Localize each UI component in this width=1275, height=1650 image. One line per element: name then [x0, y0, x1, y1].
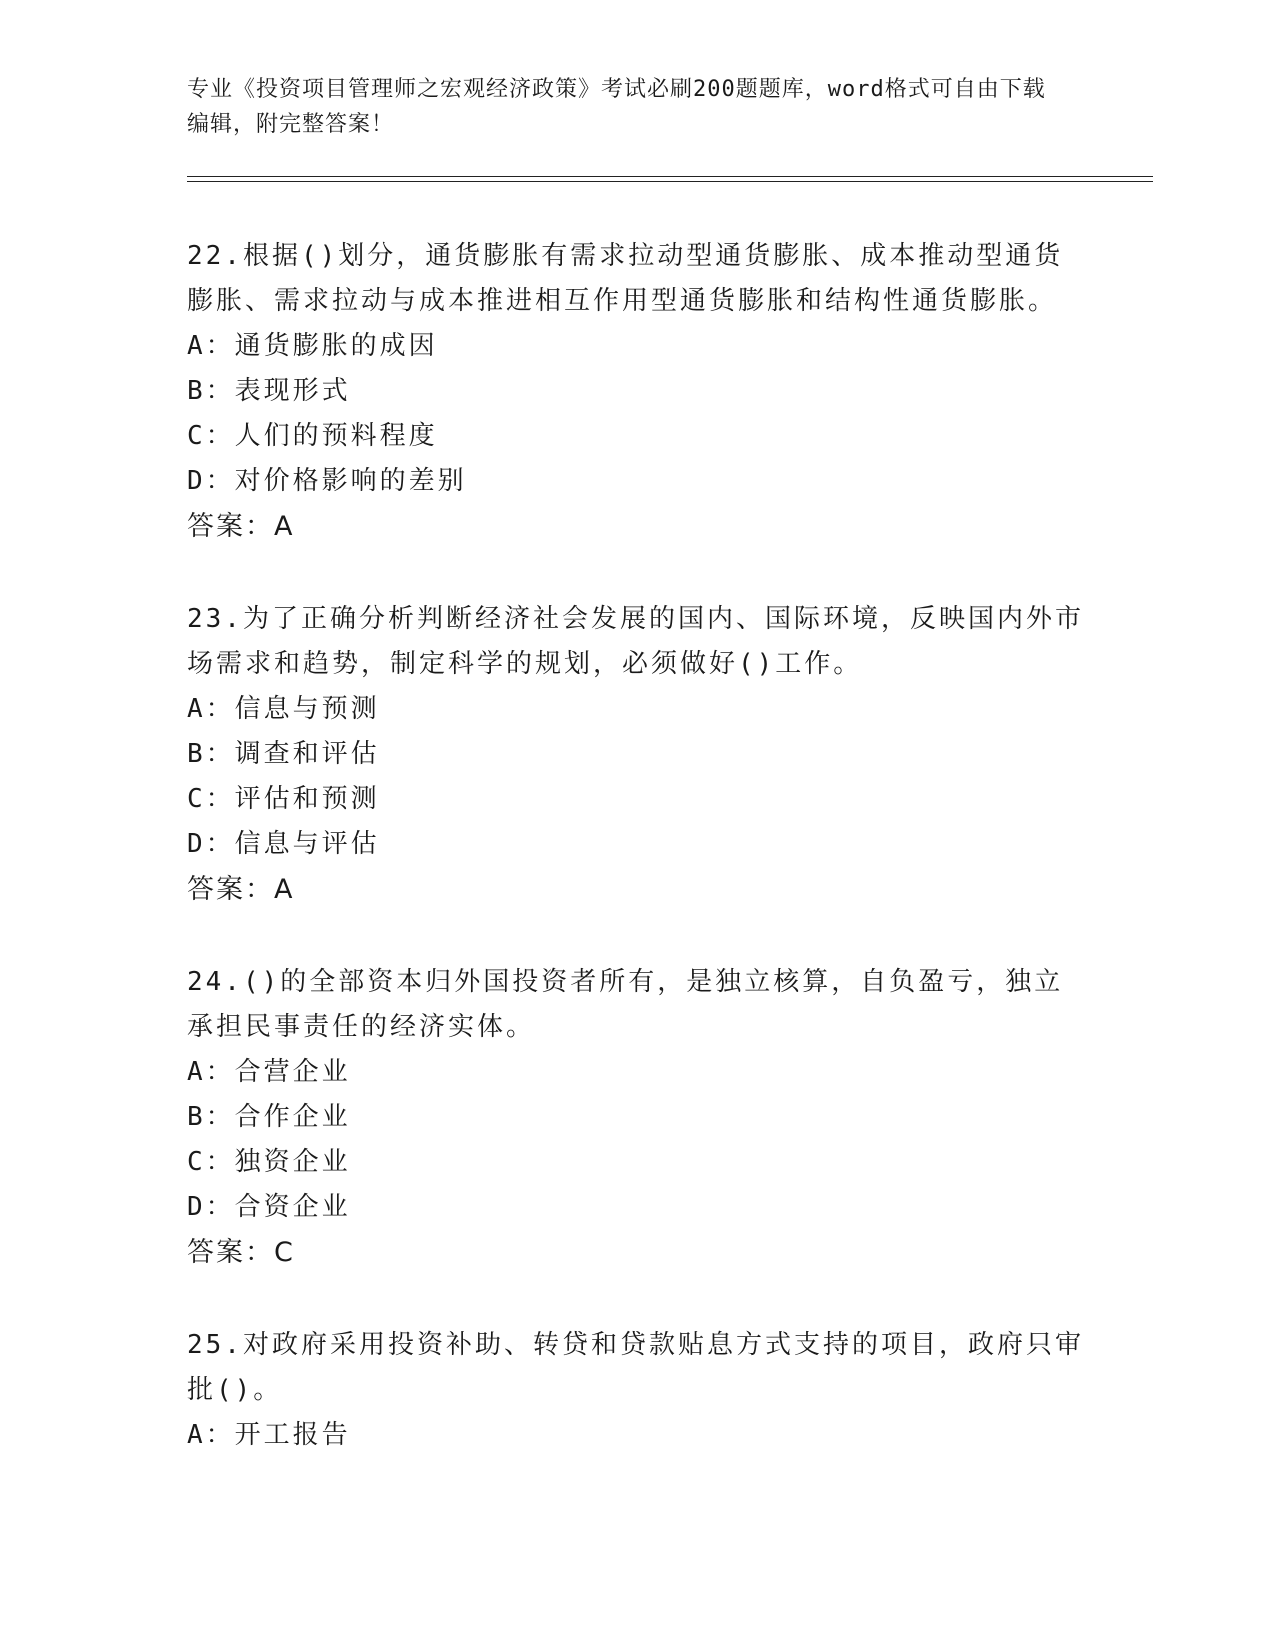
header-divider-bottom	[187, 181, 1153, 182]
question-23	[187, 597, 1087, 912]
question-stem: 23.为了正确分析判断经济社会发展的国内、国际环境，反映国内外市场需求和趋势，制定科学的规划，必须做好()工作。	[187, 604, 1084, 679]
option-a: A：合营企业	[187, 1057, 351, 1087]
option-d: D：合资企业	[187, 1192, 351, 1222]
question-22	[187, 234, 1087, 549]
question-stem: 25.对政府采用投资补助、转贷和贷款贴息方式支持的项目，政府只审批()。	[187, 1330, 1084, 1405]
option-a: A：开工报告	[187, 1420, 351, 1450]
option-a: A：通货膨胀的成因	[187, 331, 438, 361]
answer-text: 答案：C	[187, 1237, 295, 1268]
answer-text: 答案：A	[187, 874, 295, 905]
header-divider-top	[187, 176, 1153, 177]
answer-text: 答案：A	[187, 511, 295, 542]
option-b: B：合作企业	[187, 1102, 351, 1132]
question-stem: 22.根据()划分，通货膨胀有需求拉动型通货膨胀、成本推动型通货膨胀、需求拉动与成本推进相互作用型通货膨胀和结构性通货膨胀。	[187, 241, 1064, 316]
document-header: 专业《投资项目管理师之宏观经济政策》考试必刷200题题库，word格式可自由下载编辑，附完整答案！	[187, 77, 1046, 137]
question-25	[187, 1323, 1087, 1458]
option-c: C：独资企业	[187, 1147, 351, 1177]
option-d: D：信息与评估	[187, 829, 380, 859]
option-c: C：评估和预测	[187, 784, 380, 814]
question-stem: 24.()的全部资本归外国投资者所有，是独立核算，自负盈亏，独立承担民事责任的经济实体。	[187, 967, 1064, 1042]
option-d: D：对价格影响的差别	[187, 466, 467, 496]
option-c: C：人们的预料程度	[187, 421, 438, 451]
option-b: B：调查和评估	[187, 739, 380, 769]
option-b: B：表现形式	[187, 376, 351, 406]
option-a: A：信息与预测	[187, 694, 380, 724]
question-24	[187, 960, 1087, 1275]
